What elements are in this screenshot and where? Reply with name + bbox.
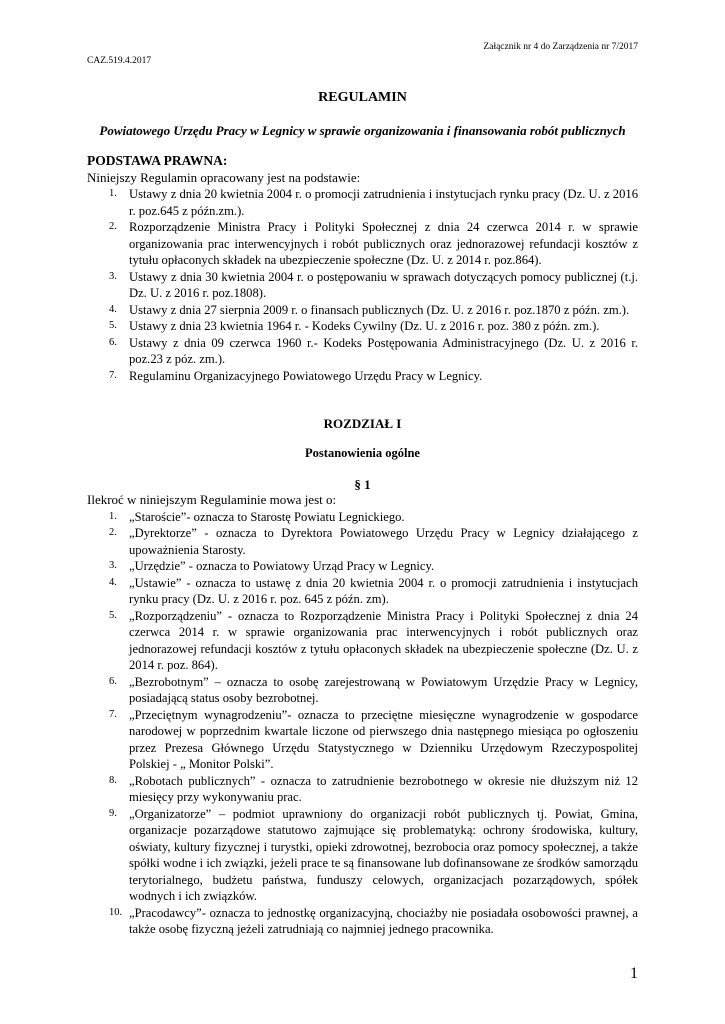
item-number: 9. bbox=[109, 807, 117, 819]
section-symbol: § 1 bbox=[354, 477, 371, 492]
item-number: 4. bbox=[109, 576, 117, 588]
item-text: „Staroście”- oznacza to Starostę Powiatu Legnickiego. bbox=[129, 509, 405, 524]
item-text: Ustawy z dnia 23 kwietnia 1964 r. - Kodeks Cywilny (Dz. U. z 2016 r. poz. 380 z późn. zm.). bbox=[129, 319, 600, 333]
list-item bbox=[87, 302, 638, 319]
chapter-title: ROZDZIAŁ I bbox=[323, 416, 402, 431]
item-text: „Dyrektorze” - oznacza to Dyrektora Powiatowego Urzędu Pracy w Legnicy działającego z upoważnienia Starosty. bbox=[129, 526, 638, 557]
legal-basis-list bbox=[87, 186, 638, 384]
item-text: Rozporządzenie Ministra Pracy i Polityki Społecznej z dnia 24 czerwca 2014 r. w sprawie organizowania prac interwencyjnych i robót publicznych oraz jednorazowej refundacji kosztów z tytułu opłaconych składek na ubezpieczenie społeczne (Dz. U. z 2014 r. poz.864). bbox=[129, 220, 638, 267]
item-number: 10. bbox=[109, 906, 123, 918]
item-text: Ustawy z dnia 09 czerwca 1960 r.- Kodeks Postępowania Administracyjnego (Dz. U. z 2016 r. poz.23 z póz. zm.). bbox=[129, 335, 638, 366]
list-item bbox=[87, 318, 638, 335]
list-item bbox=[87, 773, 638, 806]
item-number: 4. bbox=[109, 303, 117, 315]
item-text: „Rozporządzeniu” - oznacza to Rozporządzenie Ministra Pracy i Polityki Społecznej z dnia 24 czerwca 2014 r. w sprawie organizowania prac interwencyjnych i robót publicznych oraz jednorazowej refundacji kosztów z tytułu opłaconych składek na ubezpieczenie społeczne (Dz. U. z 2014 r. poz. 864). bbox=[129, 608, 638, 672]
page-number: 1 bbox=[630, 965, 638, 982]
item-number: 6. bbox=[109, 675, 117, 687]
item-number: 5. bbox=[109, 609, 117, 621]
list-item bbox=[87, 186, 638, 219]
document-subtitle: Powiatowego Urzędu Pracy w Legnicy w sprawie organizowania i finansowania robót publicznych bbox=[99, 123, 626, 138]
item-text: „Pracodawcy”- oznacza to jednostkę organizacyjną, chociażby nie posiadała osobowości prawnej, a także osobę fizyczną jeżeli zatrudniają co najmniej jednego pracownika. bbox=[129, 905, 638, 936]
item-text: „Organizatorze” – podmiot uprawniony do organizacji robót publicznych tj. Powiat, Gmina, organizacje pozarządowe statutowo zajmujące się problematyką: ochrony środowiska, kultury, oświaty, kultury fizycznej i turystki, opieki zdrowotnej, bezrobocia oraz pomocy społecznej, a także spółki wodne i ich związki, jeżeli prace te są finansowane lub dofinansowane ze środków samorządu terytorialnego, budżetu państwa, funduszy celowych, organizacjach pozarządowych, spółek wodnych i ich związków. bbox=[129, 806, 638, 903]
definitions-intro: Ilekroć w niniejszym Regulaminie mowa jest o: bbox=[87, 492, 337, 507]
item-number: 5. bbox=[109, 320, 117, 331]
list-item bbox=[87, 575, 638, 608]
attachment-note: Załącznik nr 4 do Zarządzenia nr 7/2017 bbox=[483, 42, 638, 52]
item-number: 3. bbox=[109, 560, 117, 571]
list-item bbox=[87, 525, 638, 558]
list-item bbox=[87, 707, 638, 773]
item-number: 6. bbox=[109, 336, 117, 348]
legal-basis-intro: Niniejszy Regulamin opracowany jest na podstawie: bbox=[87, 169, 361, 185]
list-item bbox=[87, 674, 638, 707]
item-number: 3. bbox=[109, 270, 117, 282]
list-item bbox=[87, 806, 638, 905]
list-item bbox=[87, 269, 638, 302]
chapter-subtitle: Postanowienia ogólne bbox=[305, 446, 420, 460]
item-text: „Ustawie” - oznacza to ustawę z dnia 20 kwietnia 2004 r. o promocji zatrudnienia i instytucjach rynku pracy (Dz. U. z 2016 r. poz. 645 z późn. zm). bbox=[129, 575, 638, 606]
item-text: Ustawy z dnia 30 kwietnia 2004 r. o postępowaniu w sprawach dotyczących pomocy publicznej (t.j. Dz. U. z 2016 r. poz.1808). bbox=[129, 269, 638, 300]
item-text: Ustawy z dnia 20 kwietnia 2004 r. o promocji zatrudnienia i instytucjach rynku pracy (Dz. U. z 2016 r. poz.645 z późn.zm.). bbox=[129, 187, 638, 218]
legal-basis-section bbox=[87, 153, 638, 384]
item-number: 8. bbox=[109, 774, 117, 786]
item-text: „Przeciętnym wynagrodzeniu”- oznacza to przeciętne miesięczne wynagrodzenie w gospodarce narodowej w poprzednim kwartale liczone od pierwszego dnia następnego miesiąca po ogłoszeniu przez Prezesa Głównego Urzędu Statystycznego w Dzienniku Urzędowym Rzeczypospolitej Polskiej - „ Monitor Polski”. bbox=[129, 707, 638, 771]
reference-number: CAZ.519.4.2017 bbox=[87, 56, 152, 66]
item-number: 2. bbox=[109, 221, 117, 232]
document-title: REGULAMIN bbox=[318, 90, 407, 105]
list-item bbox=[87, 608, 638, 674]
item-number: 7. bbox=[109, 708, 117, 720]
list-item bbox=[87, 368, 638, 385]
item-text: Ustawy z dnia 27 sierpnia 2009 r. o finansach publicznych (Dz. U. z 2016 r. poz.1870 z późn. zm.). bbox=[129, 302, 630, 317]
item-text: Regulaminu Organizacyjnego Powiatowego Urzędu Pracy w Legnicy. bbox=[129, 368, 483, 383]
list-item bbox=[87, 509, 638, 526]
list-item bbox=[87, 905, 638, 938]
item-number: 7. bbox=[109, 369, 117, 381]
item-text: „Robotach publicznych” - oznacza to zatrudnienie bezrobotnego w okresie nie dłuższym niż 12 miesięcy przy wykonywaniu prac. bbox=[129, 773, 638, 804]
list-item bbox=[87, 219, 638, 269]
list-item bbox=[87, 558, 638, 575]
item-text: „Urzędzie” - oznacza to Powiatowy Urząd Pracy w Legnicy. bbox=[129, 559, 435, 573]
item-number: 1. bbox=[109, 510, 117, 522]
item-text: „Bezrobotnym” – oznacza to osobę zarejestrowaną w Powiatowym Urzędzie Pracy w Legnicy, posiadającą status osoby bezrobotnej. bbox=[129, 674, 638, 705]
item-number: 1. bbox=[109, 188, 117, 199]
definitions-section bbox=[87, 492, 638, 938]
legal-basis-heading: PODSTAWA PRAWNA: bbox=[87, 153, 228, 168]
definitions-list bbox=[87, 509, 638, 938]
item-number: 2. bbox=[109, 527, 117, 538]
list-item bbox=[87, 335, 638, 368]
